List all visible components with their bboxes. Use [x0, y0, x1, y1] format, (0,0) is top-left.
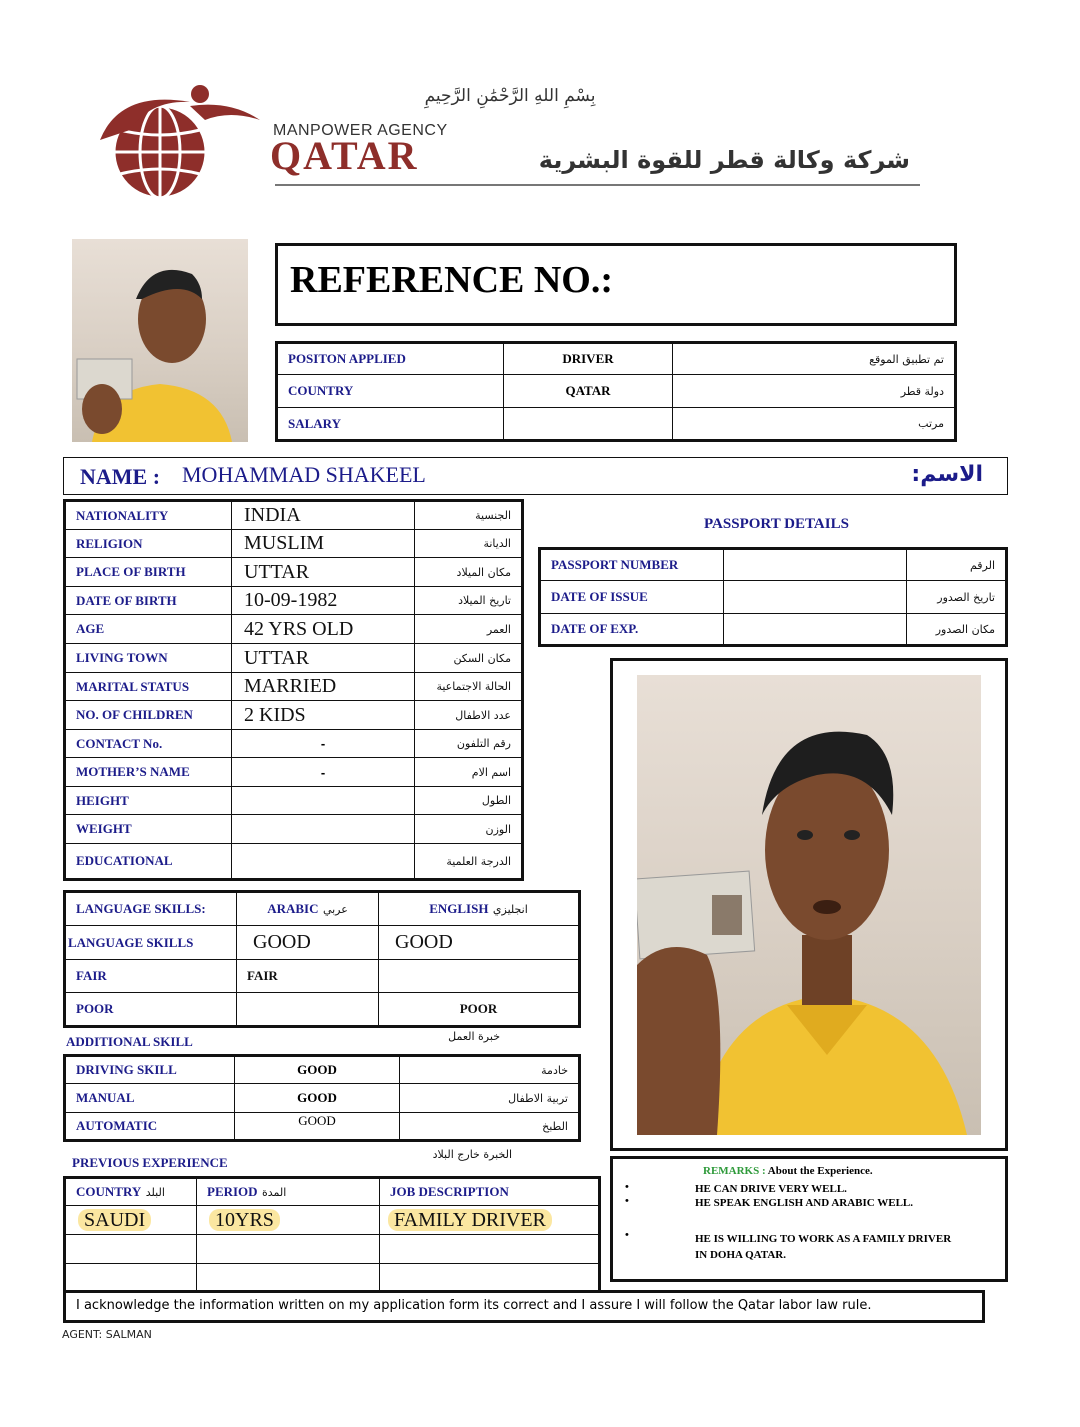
language-english-level: POOR	[379, 993, 580, 1027]
language-row-label: POOR	[65, 993, 237, 1027]
experience-country	[65, 1235, 197, 1264]
personal-row	[65, 615, 523, 644]
name-arabic: الاسم:	[911, 462, 983, 487]
header	[80, 80, 940, 200]
personal-row	[65, 587, 523, 615]
personal-arabic: تاريخ الميلاد	[415, 587, 523, 615]
skill-value: GOOD	[235, 1084, 400, 1113]
salary-arabic: مرتب	[673, 408, 956, 441]
personal-value: 2 KIDS	[232, 701, 415, 730]
country-header	[65, 1178, 197, 1206]
skill-row	[65, 1056, 580, 1084]
agency-arabic-title: شركة وكالة قطر للقوة البشرية	[538, 146, 910, 174]
exp-date-label: DATE OF EXP.	[540, 614, 724, 646]
country-value: QATAR	[504, 375, 673, 408]
personal-row	[65, 501, 523, 530]
name-value: MOHAMMAD SHAKEEL	[182, 462, 426, 487]
arabic-column-header	[237, 892, 379, 926]
remarks-bullet: •	[625, 1181, 629, 1193]
language-arabic-level: FAIR	[237, 960, 379, 993]
country-header-en: COUNTRY	[76, 1184, 142, 1199]
remarks-title: REMARKS :	[703, 1165, 766, 1177]
personal-label: CONTACT No.	[65, 730, 232, 758]
issue-date-value	[724, 581, 907, 614]
country-arabic: دولة قطر	[673, 375, 956, 408]
reference-box	[275, 243, 957, 326]
personal-arabic: الوزن	[415, 815, 523, 844]
experience-country	[65, 1264, 197, 1292]
bismillah-calligraphy: بِسْمِ اللهِ الرَّحْمَٰنِ الرَّحِيمِ	[424, 86, 596, 106]
acknowledgement-box	[63, 1290, 985, 1323]
position-value: DRIVER	[504, 343, 673, 375]
position-table	[275, 341, 957, 442]
salary-row	[277, 408, 956, 441]
personal-value	[232, 787, 415, 815]
agency-big-title: QATAR	[270, 133, 419, 178]
personal-arabic: رقم التلفون	[415, 730, 523, 758]
personal-label: LIVING TOWN	[65, 644, 232, 673]
arabic-column-ar: عربي	[322, 903, 348, 916]
salary-label: SALARY	[277, 408, 504, 441]
experience-job: FAMILY DRIVER	[388, 1209, 552, 1231]
skill-value: GOOD	[235, 1113, 400, 1141]
experience-job	[380, 1235, 600, 1264]
profile-photo-large	[637, 675, 981, 1135]
skill-label: DRIVING SKILL	[65, 1056, 235, 1084]
personal-label: NO. OF CHILDREN	[65, 701, 232, 730]
skill-arabic: الطبخ	[400, 1113, 580, 1141]
photo-frame	[610, 658, 1008, 1151]
position-label: POSITON APPLIED	[277, 343, 504, 375]
language-header-label: LANGUAGE SKILLS:	[65, 892, 237, 926]
country-label: COUNTRY	[277, 375, 504, 408]
personal-arabic: مكان السكن	[415, 644, 523, 673]
acknowledgement-text: I acknowledge the information written on my application form its correct and I assure I will follow the Qatar labor law rule.	[76, 1298, 872, 1313]
name-bar	[63, 457, 1008, 495]
previous-experience-title-ar: الخبرة خارج البلاد	[432, 1148, 512, 1161]
remark-item: HE CAN DRIVE VERY WELL.	[695, 1183, 847, 1195]
language-english-level	[379, 960, 580, 993]
period-header	[197, 1178, 380, 1206]
remarks-subtitle: About the Experience.	[767, 1165, 873, 1177]
personal-value: -	[232, 758, 415, 787]
position-row	[277, 343, 956, 375]
additional-skill-title: ADDITIONAL SKILL	[66, 1034, 193, 1049]
remarks-bullet: •	[625, 1229, 629, 1241]
language-table	[63, 890, 581, 1028]
exp-date-value	[724, 614, 907, 646]
additional-skill-title-ar: خبرة العمل	[448, 1030, 500, 1043]
period-header-en: PERIOD	[207, 1184, 258, 1199]
period-header-ar: المدة	[262, 1186, 287, 1199]
personal-row	[65, 815, 523, 844]
personal-row	[65, 758, 523, 787]
language-header-row	[65, 892, 580, 926]
personal-label: PLACE OF BIRTH	[65, 558, 232, 587]
english-column-en: ENGLISH	[429, 901, 489, 916]
personal-details-table	[63, 499, 524, 881]
remark-item: HE IS WILLING TO WORK AS A FAMILY DRIVER IN DOHA QATAR.	[695, 1233, 952, 1261]
personal-label: WEIGHT	[65, 815, 232, 844]
personal-arabic: الدرجة العلمية	[415, 844, 523, 880]
personal-arabic: الحالة الاجتماعية	[415, 673, 523, 701]
globe-logo-icon	[80, 80, 270, 200]
passport-table	[538, 547, 1008, 647]
passport-row	[540, 549, 1007, 581]
personal-row	[65, 530, 523, 558]
personal-arabic: العمر	[415, 615, 523, 644]
skill-row	[65, 1084, 580, 1113]
name-label: NAME :	[80, 464, 161, 489]
language-row	[65, 993, 580, 1027]
passport-number-value	[724, 549, 907, 581]
personal-label: RELIGION	[65, 530, 232, 558]
job-header: JOB DESCRIPTION	[380, 1178, 600, 1206]
country-row	[277, 375, 956, 408]
personal-label: DATE OF BIRTH	[65, 587, 232, 615]
personal-value: 42 YRS OLD	[232, 615, 415, 644]
personal-row	[65, 644, 523, 673]
issue-date-arabic: تاريخ الصدور	[907, 581, 1007, 614]
personal-row	[65, 787, 523, 815]
personal-row	[65, 844, 523, 880]
personal-label: AGE	[65, 615, 232, 644]
previous-experience-title: PREVIOUS EXPERIENCE	[72, 1155, 228, 1170]
personal-label: NATIONALITY	[65, 501, 232, 530]
position-arabic: تم تطبيق الموقع	[673, 343, 956, 375]
experience-period	[197, 1235, 380, 1264]
personal-arabic: الديانة	[415, 530, 523, 558]
experience-row	[65, 1264, 600, 1292]
personal-value: MARRIED	[232, 673, 415, 701]
passport-title: PASSPORT DETAILS	[704, 516, 849, 532]
agent-label: AGENT: SALMAN	[62, 1328, 152, 1341]
remarks-heading	[703, 1165, 873, 1177]
language-row	[65, 926, 580, 960]
passport-row	[540, 581, 1007, 614]
profile-photo-small	[72, 239, 248, 442]
personal-value: -	[232, 730, 415, 758]
issue-date-label: DATE OF ISSUE	[540, 581, 724, 614]
experience-period	[197, 1264, 380, 1292]
personal-value: UTTAR	[232, 644, 415, 673]
personal-value: 10-09-1982	[232, 587, 415, 615]
personal-value	[232, 844, 415, 880]
personal-arabic: مكان الميلاد	[415, 558, 523, 587]
personal-label: HEIGHT	[65, 787, 232, 815]
header-divider	[275, 184, 920, 186]
remark-item: HE SPEAK ENGLISH AND ARABIC WELL.	[695, 1197, 914, 1209]
passport-number-arabic: الرقم	[907, 549, 1007, 581]
personal-label: MARITAL STATUS	[65, 673, 232, 701]
language-arabic-level	[237, 993, 379, 1027]
personal-arabic: اسم الام	[415, 758, 523, 787]
experience-country: SAUDI	[78, 1209, 151, 1231]
language-row	[65, 960, 580, 993]
skill-arabic: تربية الاطفال	[400, 1084, 580, 1113]
remarks-box	[610, 1156, 1008, 1282]
language-row-label: LANGUAGE SKILLS	[65, 926, 237, 960]
exp-date-arabic: مكان الصدور	[907, 614, 1007, 646]
skill-label: AUTOMATIC	[65, 1113, 235, 1141]
agency-small-title: MANPOWER AGENCY	[273, 122, 448, 139]
skill-row	[65, 1113, 580, 1141]
reference-label: REFERENCE NO.:	[290, 259, 614, 301]
passport-number-label: PASSPORT NUMBER	[540, 549, 724, 581]
experience-table	[63, 1176, 601, 1293]
experience-period: 10YRS	[209, 1209, 280, 1231]
skill-label: MANUAL	[65, 1084, 235, 1113]
personal-arabic: الجنسية	[415, 501, 523, 530]
language-english-level: GOOD	[379, 926, 580, 960]
passport-row	[540, 614, 1007, 646]
personal-value	[232, 815, 415, 844]
language-arabic-level: GOOD	[237, 926, 379, 960]
personal-row	[65, 673, 523, 701]
arabic-column-en: ARABIC	[267, 901, 319, 916]
personal-arabic: عدد الاطفال	[415, 701, 523, 730]
personal-row	[65, 558, 523, 587]
country-header-ar: البلد	[145, 1186, 165, 1199]
experience-job	[380, 1264, 600, 1292]
salary-value	[504, 408, 673, 441]
english-column-header	[379, 892, 580, 926]
personal-value: UTTAR	[232, 558, 415, 587]
personal-row	[65, 701, 523, 730]
skill-arabic: خادمة	[400, 1056, 580, 1084]
personal-arabic: الطول	[415, 787, 523, 815]
additional-skill-table	[63, 1054, 581, 1142]
english-column-ar: انجليزي	[492, 903, 528, 916]
skill-value: GOOD	[235, 1056, 400, 1084]
experience-row	[65, 1235, 600, 1264]
remarks-bullet: •	[625, 1195, 629, 1207]
personal-value: MUSLIM	[232, 530, 415, 558]
experience-header-row	[65, 1178, 600, 1206]
language-row-label: FAIR	[65, 960, 237, 993]
personal-value: INDIA	[232, 501, 415, 530]
personal-label: EDUCATIONAL	[65, 844, 232, 880]
personal-row	[65, 730, 523, 758]
personal-label: MOTHER’S NAME	[65, 758, 232, 787]
experience-row	[65, 1206, 600, 1235]
